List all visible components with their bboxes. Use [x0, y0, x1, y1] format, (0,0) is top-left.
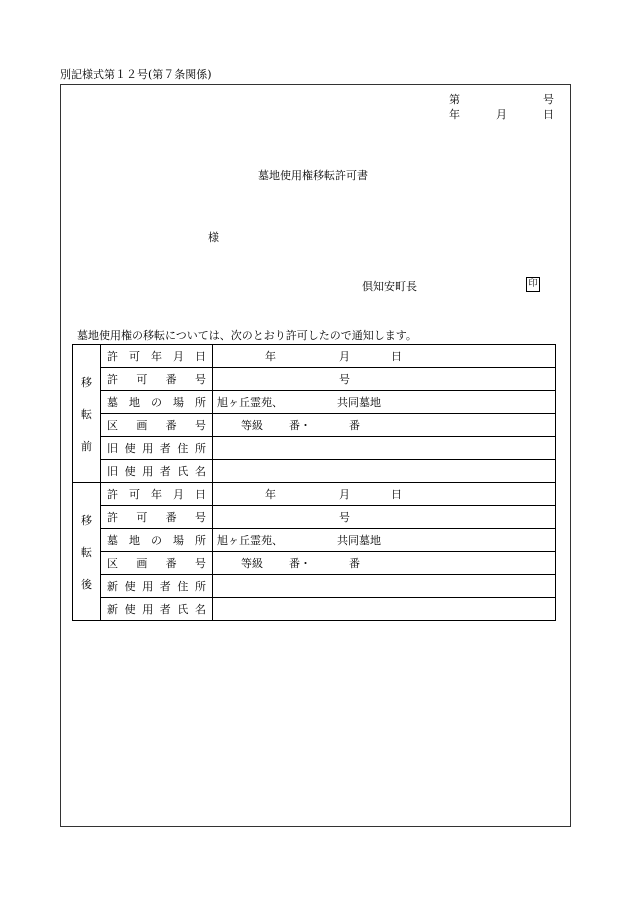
row-label	[101, 391, 213, 414]
before-row	[73, 460, 556, 483]
row-label-char: 使	[124, 442, 136, 455]
row-label-char: 番	[165, 511, 177, 524]
row-label-char: 場	[173, 396, 184, 409]
after-row	[73, 575, 556, 598]
row-label	[101, 437, 213, 460]
row-label-char: 者	[159, 442, 171, 455]
number-go: 号	[543, 93, 554, 106]
row-label	[101, 506, 213, 529]
row-label-char: 墓	[107, 534, 118, 547]
row-label-char: 区	[107, 419, 118, 432]
row-label	[101, 529, 213, 552]
row-value	[213, 391, 556, 414]
row-label-char: 許	[107, 350, 118, 363]
row-value-part: 番・	[289, 419, 311, 432]
row-label	[101, 552, 213, 575]
row-value-part: 月	[339, 488, 350, 501]
row-label-char: 使	[124, 580, 136, 593]
row-label	[101, 345, 213, 368]
row-label-char: 画	[136, 557, 148, 570]
row-value	[213, 460, 556, 483]
after-row	[73, 483, 556, 506]
row-label-char: 可	[129, 488, 140, 501]
section-label-char: 前	[81, 439, 92, 453]
row-label	[101, 598, 213, 621]
section-label-char: 転	[81, 407, 92, 421]
row-value-part: 番	[349, 557, 360, 570]
row-value-part: 旭ヶ丘霊苑、	[217, 396, 283, 409]
addressee-suffix: 様	[208, 231, 219, 244]
row-label-char: 可	[136, 373, 148, 386]
row-value	[213, 575, 556, 598]
row-label-char: 氏	[177, 603, 189, 616]
row-value-part: 番	[349, 419, 360, 432]
row-value	[213, 598, 556, 621]
before-section-label	[73, 345, 101, 483]
date-year: 年	[449, 108, 460, 121]
row-value	[213, 414, 556, 437]
row-label-char: 場	[173, 534, 184, 547]
row-label-char: 年	[151, 488, 162, 501]
after-row	[73, 598, 556, 621]
row-value	[213, 506, 556, 529]
row-value-part: 等級	[241, 557, 263, 570]
row-label-char: 氏	[177, 465, 189, 478]
row-value-part: 共同墓地	[337, 396, 381, 409]
row-label-char: 者	[159, 465, 171, 478]
row-label-char: 地	[129, 534, 140, 547]
section-label-char: 移	[81, 375, 92, 389]
row-label-char: の	[151, 396, 162, 409]
issuer-name: 倶知安町長	[362, 280, 417, 293]
row-label-char: 所	[195, 396, 206, 409]
row-label-char: 番	[165, 557, 177, 570]
row-label-char: 墓	[107, 396, 118, 409]
row-label-char: 画	[136, 419, 148, 432]
row-label-char: 旧	[107, 465, 118, 478]
row-label-char: 者	[159, 580, 171, 593]
before-row	[73, 437, 556, 460]
row-label-char: 使	[124, 465, 136, 478]
row-value-part: 旭ヶ丘霊苑、	[217, 534, 283, 547]
row-value	[213, 437, 556, 460]
row-value-part: 日	[391, 350, 402, 363]
row-label-char: 月	[173, 488, 184, 501]
row-label	[101, 414, 213, 437]
row-value-part: 号	[339, 373, 350, 386]
section-label-char: 後	[81, 577, 92, 591]
row-value-part: 等級	[241, 419, 263, 432]
row-label-char: 地	[129, 396, 140, 409]
row-label-char: 新	[107, 603, 118, 616]
row-value-part: 日	[391, 488, 402, 501]
number-dai: 第	[449, 93, 460, 106]
row-label-char: 号	[194, 419, 206, 432]
row-label-char: 番	[165, 419, 177, 432]
row-label-char: 号	[194, 557, 206, 570]
row-label-char: 号	[194, 373, 206, 386]
row-label-char: 号	[194, 511, 206, 524]
row-value-part: 共同墓地	[337, 534, 381, 547]
row-label-char: 用	[142, 465, 154, 478]
row-label-char: 新	[107, 580, 118, 593]
section-label-char: 転	[81, 545, 92, 559]
row-label-char: 住	[177, 580, 189, 593]
after-row	[73, 552, 556, 575]
row-label-char: 者	[159, 603, 171, 616]
row-value-part: 年	[265, 488, 276, 501]
row-label-char: 所	[194, 580, 206, 593]
row-label-char: 番	[165, 373, 177, 386]
intro-text: 墓地使用権の移転については、次のとおり許可したので通知します。	[77, 329, 417, 342]
transfer-table	[72, 344, 556, 621]
row-value	[213, 483, 556, 506]
row-value-part: 号	[339, 511, 350, 524]
row-label-char: 日	[195, 488, 206, 501]
row-value-part: 番・	[289, 557, 311, 570]
row-label	[101, 460, 213, 483]
row-value-part: 年	[265, 350, 276, 363]
after-row	[73, 529, 556, 552]
before-row	[73, 414, 556, 437]
row-label-char: 用	[142, 580, 154, 593]
row-label	[101, 368, 213, 391]
after-section-label	[73, 483, 101, 621]
row-value	[213, 552, 556, 575]
row-value	[213, 368, 556, 391]
after-row	[73, 506, 556, 529]
row-label	[101, 575, 213, 598]
row-value	[213, 345, 556, 368]
row-label-char: 日	[195, 350, 206, 363]
row-label	[101, 483, 213, 506]
row-label-char: 所	[194, 442, 206, 455]
row-label-char: 許	[107, 511, 118, 524]
row-value-part: 月	[339, 350, 350, 363]
before-row	[73, 345, 556, 368]
row-label-char: 住	[177, 442, 189, 455]
row-label-char: 使	[124, 603, 136, 616]
before-row	[73, 391, 556, 414]
document-title: 墓地使用権移転許可書	[258, 169, 368, 182]
row-value	[213, 529, 556, 552]
seal-stamp: 印	[526, 277, 540, 292]
row-label-char: 所	[195, 534, 206, 547]
date-day: 日	[543, 108, 554, 121]
row-label-char: の	[151, 534, 162, 547]
row-label-char: 月	[173, 350, 184, 363]
date-month: 月	[496, 108, 507, 121]
row-label-char: 旧	[107, 442, 118, 455]
row-label-char: 許	[107, 488, 118, 501]
row-label-char: 用	[142, 442, 154, 455]
row-label-char: 名	[194, 603, 206, 616]
row-label-char: 用	[142, 603, 154, 616]
section-label-char: 移	[81, 513, 92, 527]
before-row	[73, 368, 556, 391]
form-label: 別記様式第１２号(第７条関係)	[60, 68, 212, 81]
row-label-char: 許	[107, 373, 118, 386]
row-label-char: 年	[151, 350, 162, 363]
row-label-char: 可	[129, 350, 140, 363]
row-label-char: 区	[107, 557, 118, 570]
row-label-char: 名	[194, 465, 206, 478]
row-label-char: 可	[136, 511, 148, 524]
